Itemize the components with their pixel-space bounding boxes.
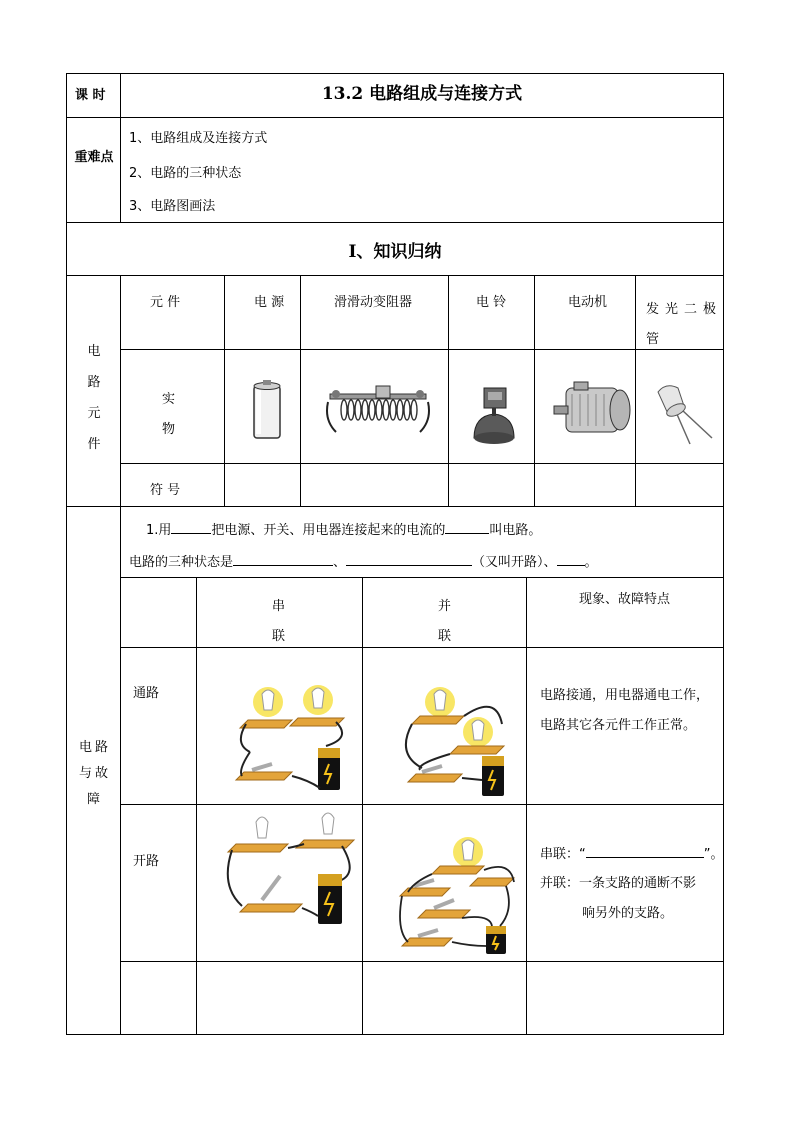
section-title: I、知识归纳 [348,242,442,262]
rule [224,275,225,506]
open-series-note [540,845,724,863]
col-header-series-text: 串联 [272,599,286,644]
col-header-rheostat: 滑滑动变阻器 [334,295,413,310]
rule [120,275,121,1035]
rule [120,647,724,648]
rule [635,275,636,506]
blank-fill-in[interactable] [586,845,704,858]
lesson-title: 13.2 电路组成与连接方式 [321,84,523,104]
def2-part-b: 、 [333,555,347,570]
key-point-2: 2、电路的三种状态 [129,166,242,181]
col-header-series [272,592,288,652]
def1-part-a: 1.用 [146,523,172,538]
photo-row-label-text: 实物 [162,392,176,437]
battery-image [250,380,284,442]
rule [534,275,535,506]
rule [196,577,197,1035]
open-series-b: ”。 [703,847,724,862]
blank-fill-in[interactable] [557,553,585,566]
def2-part-a: 电路的三种状态是 [129,555,234,570]
circuit-row-label [78,735,112,813]
key-point-3: 3、电路图画法 [129,199,216,214]
def1-part-b: 把电源、开关、用电器连接起来的电流的 [211,523,446,538]
rule [120,349,724,350]
series-closed-circuit-image [232,684,356,796]
rule [66,506,724,507]
photo-row-label [162,385,178,445]
parallel-open-circuit-image [400,830,524,954]
bell-image [466,380,522,458]
open-parallel-note-1: 并联：一条支路的通断不影 [540,876,697,891]
col-header-component: 元 件 [150,295,181,310]
rule [362,577,363,1035]
definition-line-2 [129,553,598,571]
rule [66,117,724,118]
def1-part-c: 叫电路。 [489,523,542,538]
closed-note-2: 电路其它各元件工作正常。 [540,718,697,733]
rheostat-image [322,380,434,438]
open-circuit-label: 开路 [133,854,160,869]
key-point-1: 1、电路组成及连接方式 [129,131,268,146]
motor-image [550,382,634,438]
rule [300,275,301,506]
col-header-parallel-text: 并联 [438,599,452,644]
rule [120,463,724,464]
col-header-bell: 电 铃 [476,295,507,310]
components-row-label-text: 电路元件 [87,344,101,452]
rule [66,275,724,276]
open-series-a: 串联：“ [540,847,586,862]
period-label: 课 时 [75,88,106,103]
col-header-phenomena: 现象、故障特点 [579,592,671,607]
symbol-row-label: 符 号 [150,483,181,498]
def2-part-c: （又叫开路）、 [472,555,557,570]
circuit-row-label-text: 电路与故障 [78,740,111,807]
definition-line-1 [146,521,541,539]
series-open-circuit-image [222,806,356,930]
col-header-power: 电 源 [254,295,285,310]
rule [120,804,724,805]
rule [66,222,724,223]
key-label-text: 重难点 [74,150,114,165]
col-header-parallel [438,592,454,652]
col-header-led [646,295,722,355]
blank-fill-in[interactable] [445,521,489,534]
components-row-label [84,336,104,460]
rule [120,577,724,578]
def2-part-d: 。 [584,555,598,570]
col-header-led-text: 发光二极管 [646,302,723,347]
col-header-motor: 电动机 [568,295,608,310]
rule [526,577,527,1035]
blank-fill-in[interactable] [171,521,211,534]
open-parallel-note-2: 响另外的支路。 [582,906,674,921]
blank-fill-in[interactable] [233,553,333,566]
rule [448,275,449,506]
key-label [74,146,114,170]
rule [120,961,724,962]
led-image [650,376,720,446]
closed-note-1: 电路接通，用电器通电工作， [540,688,710,703]
closed-circuit-label: 通路 [133,686,160,701]
blank-fill-in[interactable] [346,553,472,566]
parallel-closed-circuit-image [396,684,520,798]
